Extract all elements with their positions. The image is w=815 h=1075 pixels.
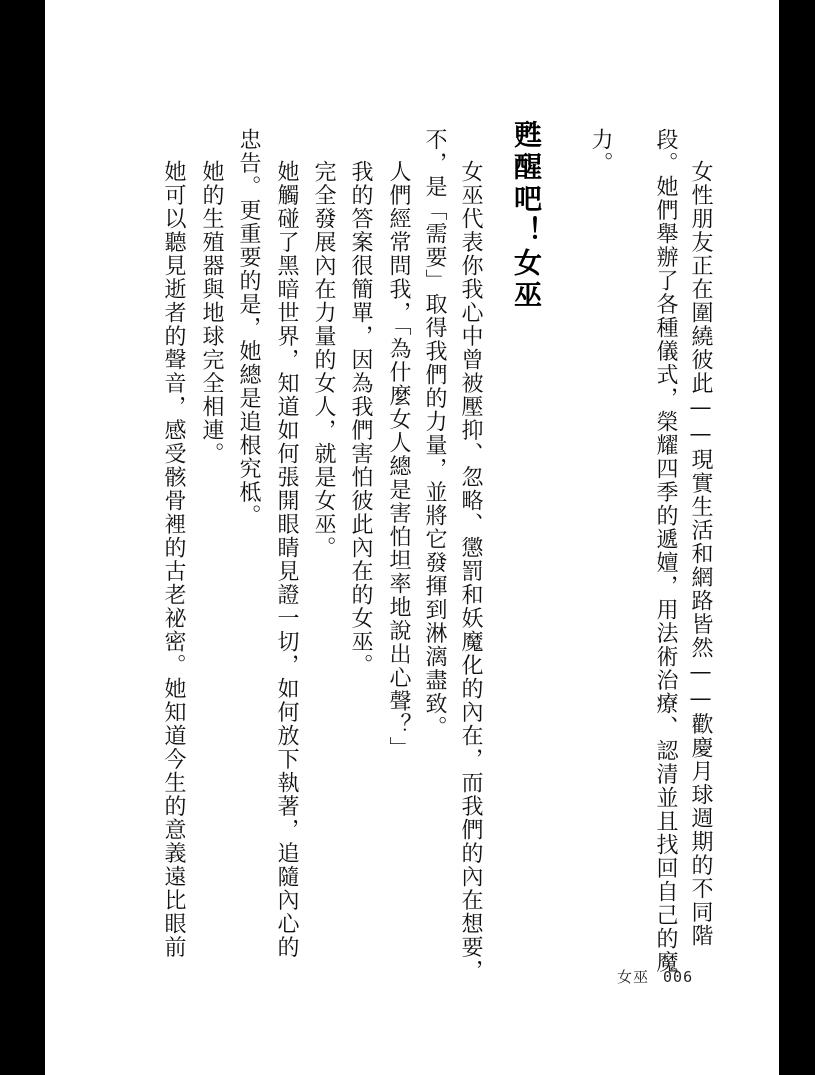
text-line-2: 段。她們舉辦了各種儀式，榮耀四季的遞嬗，用法術治療、認清並且找回自己的魔 [653, 128, 678, 974]
text-line-4: 女巫代表你我心中曾被壓抑、忽略、懲罰和妖魔化的內在，而我們的內在想要， [458, 160, 483, 983]
text-line-6: 人們經常問我，「為什麼女人總是害怕坦率地說出心聲？」 [386, 160, 411, 760]
page-folio [617, 966, 693, 987]
text-line-3: 力。 [588, 128, 613, 175]
page-number: 006 [663, 968, 694, 986]
text-line-10: 忠告。更重要的是，她總是追根究柢。 [236, 128, 261, 528]
folio-label: 女巫 [617, 968, 650, 986]
text-line-1: 女性朋友正在圍繞彼此——現實生活和網路皆然——歡慶月球週期的不同階 [688, 160, 713, 948]
book-page [45, 0, 779, 1075]
section-heading: 甦醒吧！女巫 [510, 120, 543, 312]
text-line-12: 她可以聽見逝者的聲音，感受骸骨裡的古老祕密。她知道今生的意義遠比眼前 [161, 160, 186, 959]
text-line-11: 她的生殖器與地球完全相連。 [199, 160, 224, 466]
text-line-5: 不，是「需要」取得我們的力量，並將它發揮到淋漓盡致。 [422, 128, 447, 739]
text-line-8: 完全發展內在力量的女人，就是女巫。 [311, 160, 336, 560]
text-line-9: 她觸碰了黑暗世界，知道如何張開眼睛見證一切，如何放下執著，追隨內心的 [274, 160, 299, 959]
text-line-7: 我的答案很簡單，因為我們害怕彼此內在的女巫。 [348, 160, 373, 677]
